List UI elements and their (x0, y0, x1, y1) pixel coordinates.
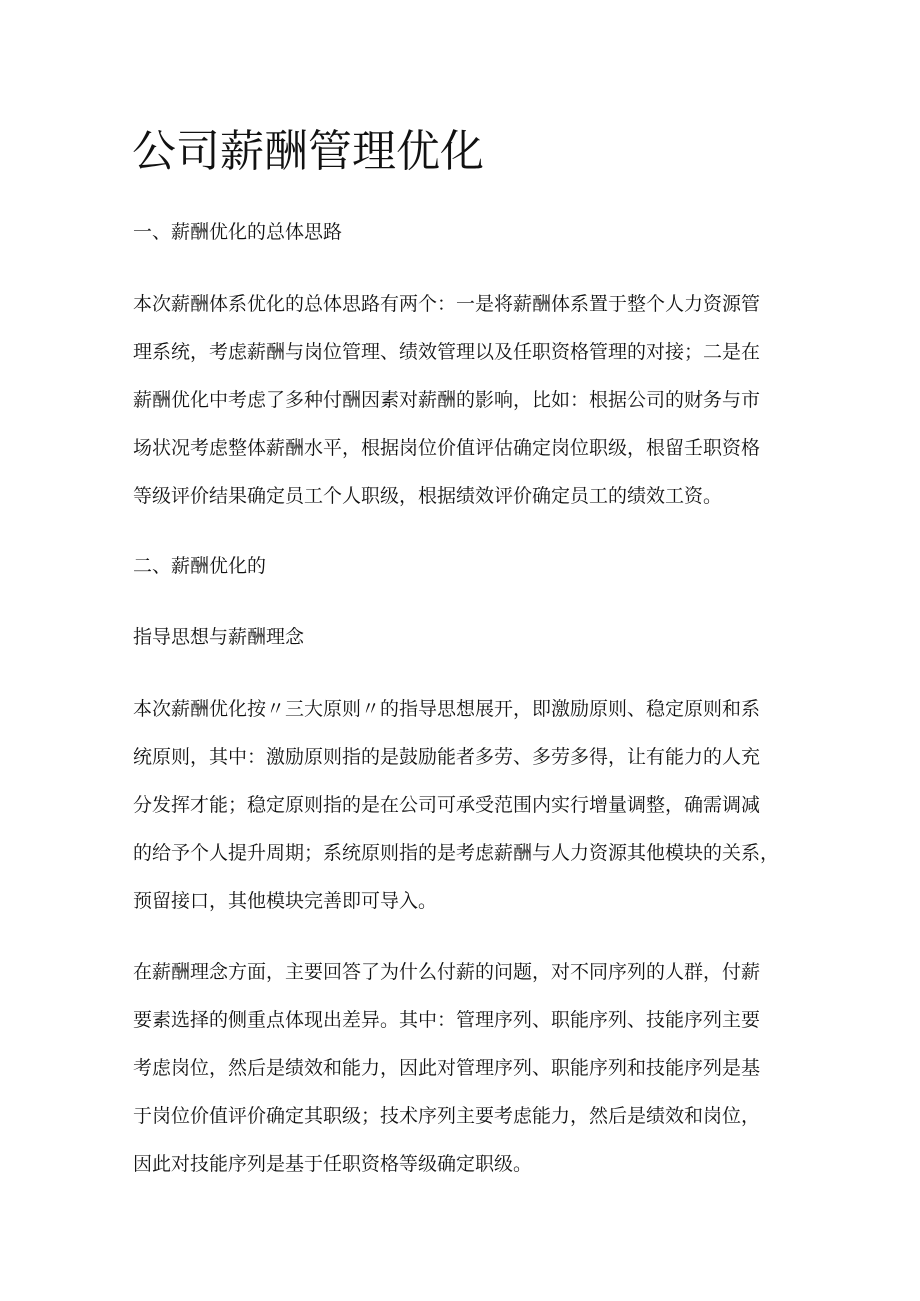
document-title: 公司薪酬管理优化 (132, 126, 484, 177)
paragraph-pay-philosophy (133, 958, 803, 1198)
paragraph-guiding-principles (133, 695, 803, 935)
paragraph-line: 预留接口，其他模块完善即可导入。 (133, 890, 438, 912)
paragraph-line: 场状况考虑整体薪酬水平，根据岗位价值评估确定岗位职级，根留壬职资格 (133, 437, 761, 459)
section-2-subheading: 指导思想与薪酬理念 (133, 626, 305, 648)
paragraph-line: 理系统，考虑薪酬与岗位管理、绩效管理以及任职资格管理的对接；二是在 (133, 341, 761, 363)
section-1-heading: 一、薪酬优化的总体思路 (133, 221, 343, 243)
paragraph-line: 于岗位价值评价确定其职级；技术序列主要考虑能力，然后是绩效和岗位， (133, 1105, 761, 1127)
section-2-heading: 二、薪酬优化的 (133, 555, 267, 577)
paragraph-line: 在薪酬理念方面，主要回答了为什么付薪的问题，对不同序列的人群，付薪 (133, 961, 761, 983)
paragraph-line: 本次薪酬体系优化的总体思路有两个：一是将薪酬体系置于整个人力资源管 (133, 293, 761, 315)
paragraph-line: 考虑岗位，然后是绩效和能力，因此对管理序列、职能序列和技能序列是基 (133, 1057, 761, 1079)
paragraph-overall-approach (133, 290, 803, 530)
paragraph-line: 统原则，其中：激励原则指的是鼓励能者多劳、多劳多得，让有能力的人充 (133, 746, 761, 768)
paragraph-line: 薪酬优化中考虑了多种付酬因素对薪酬的影响，比如：根据公司的财务与市 (133, 389, 761, 411)
paragraph-line: 等级评价结果确定员工个人职级，根据绩效评价确定员工的绩效工资。 (133, 485, 723, 507)
paragraph-line: 的给予个人提升周期；系统原则指的是考虑薪酬与人力资源其他模块的关系， (133, 842, 780, 864)
paragraph-line: 分发挥才能；稳定原则指的是在公司可承受范围内实行增量调整，确需调减 (133, 794, 761, 816)
paragraph-line: 本次薪酬优化按〃三大原则〃的指导思想展开，即激励原则、稳定原则和系 (133, 698, 761, 720)
paragraph-line: 要素选择的侧重点体现出差异。其中：管理序列、职能序列、技能序列主要 (133, 1009, 761, 1031)
paragraph-line: 因此对技能序列是基于任职资格等级确定职级。 (133, 1153, 533, 1175)
